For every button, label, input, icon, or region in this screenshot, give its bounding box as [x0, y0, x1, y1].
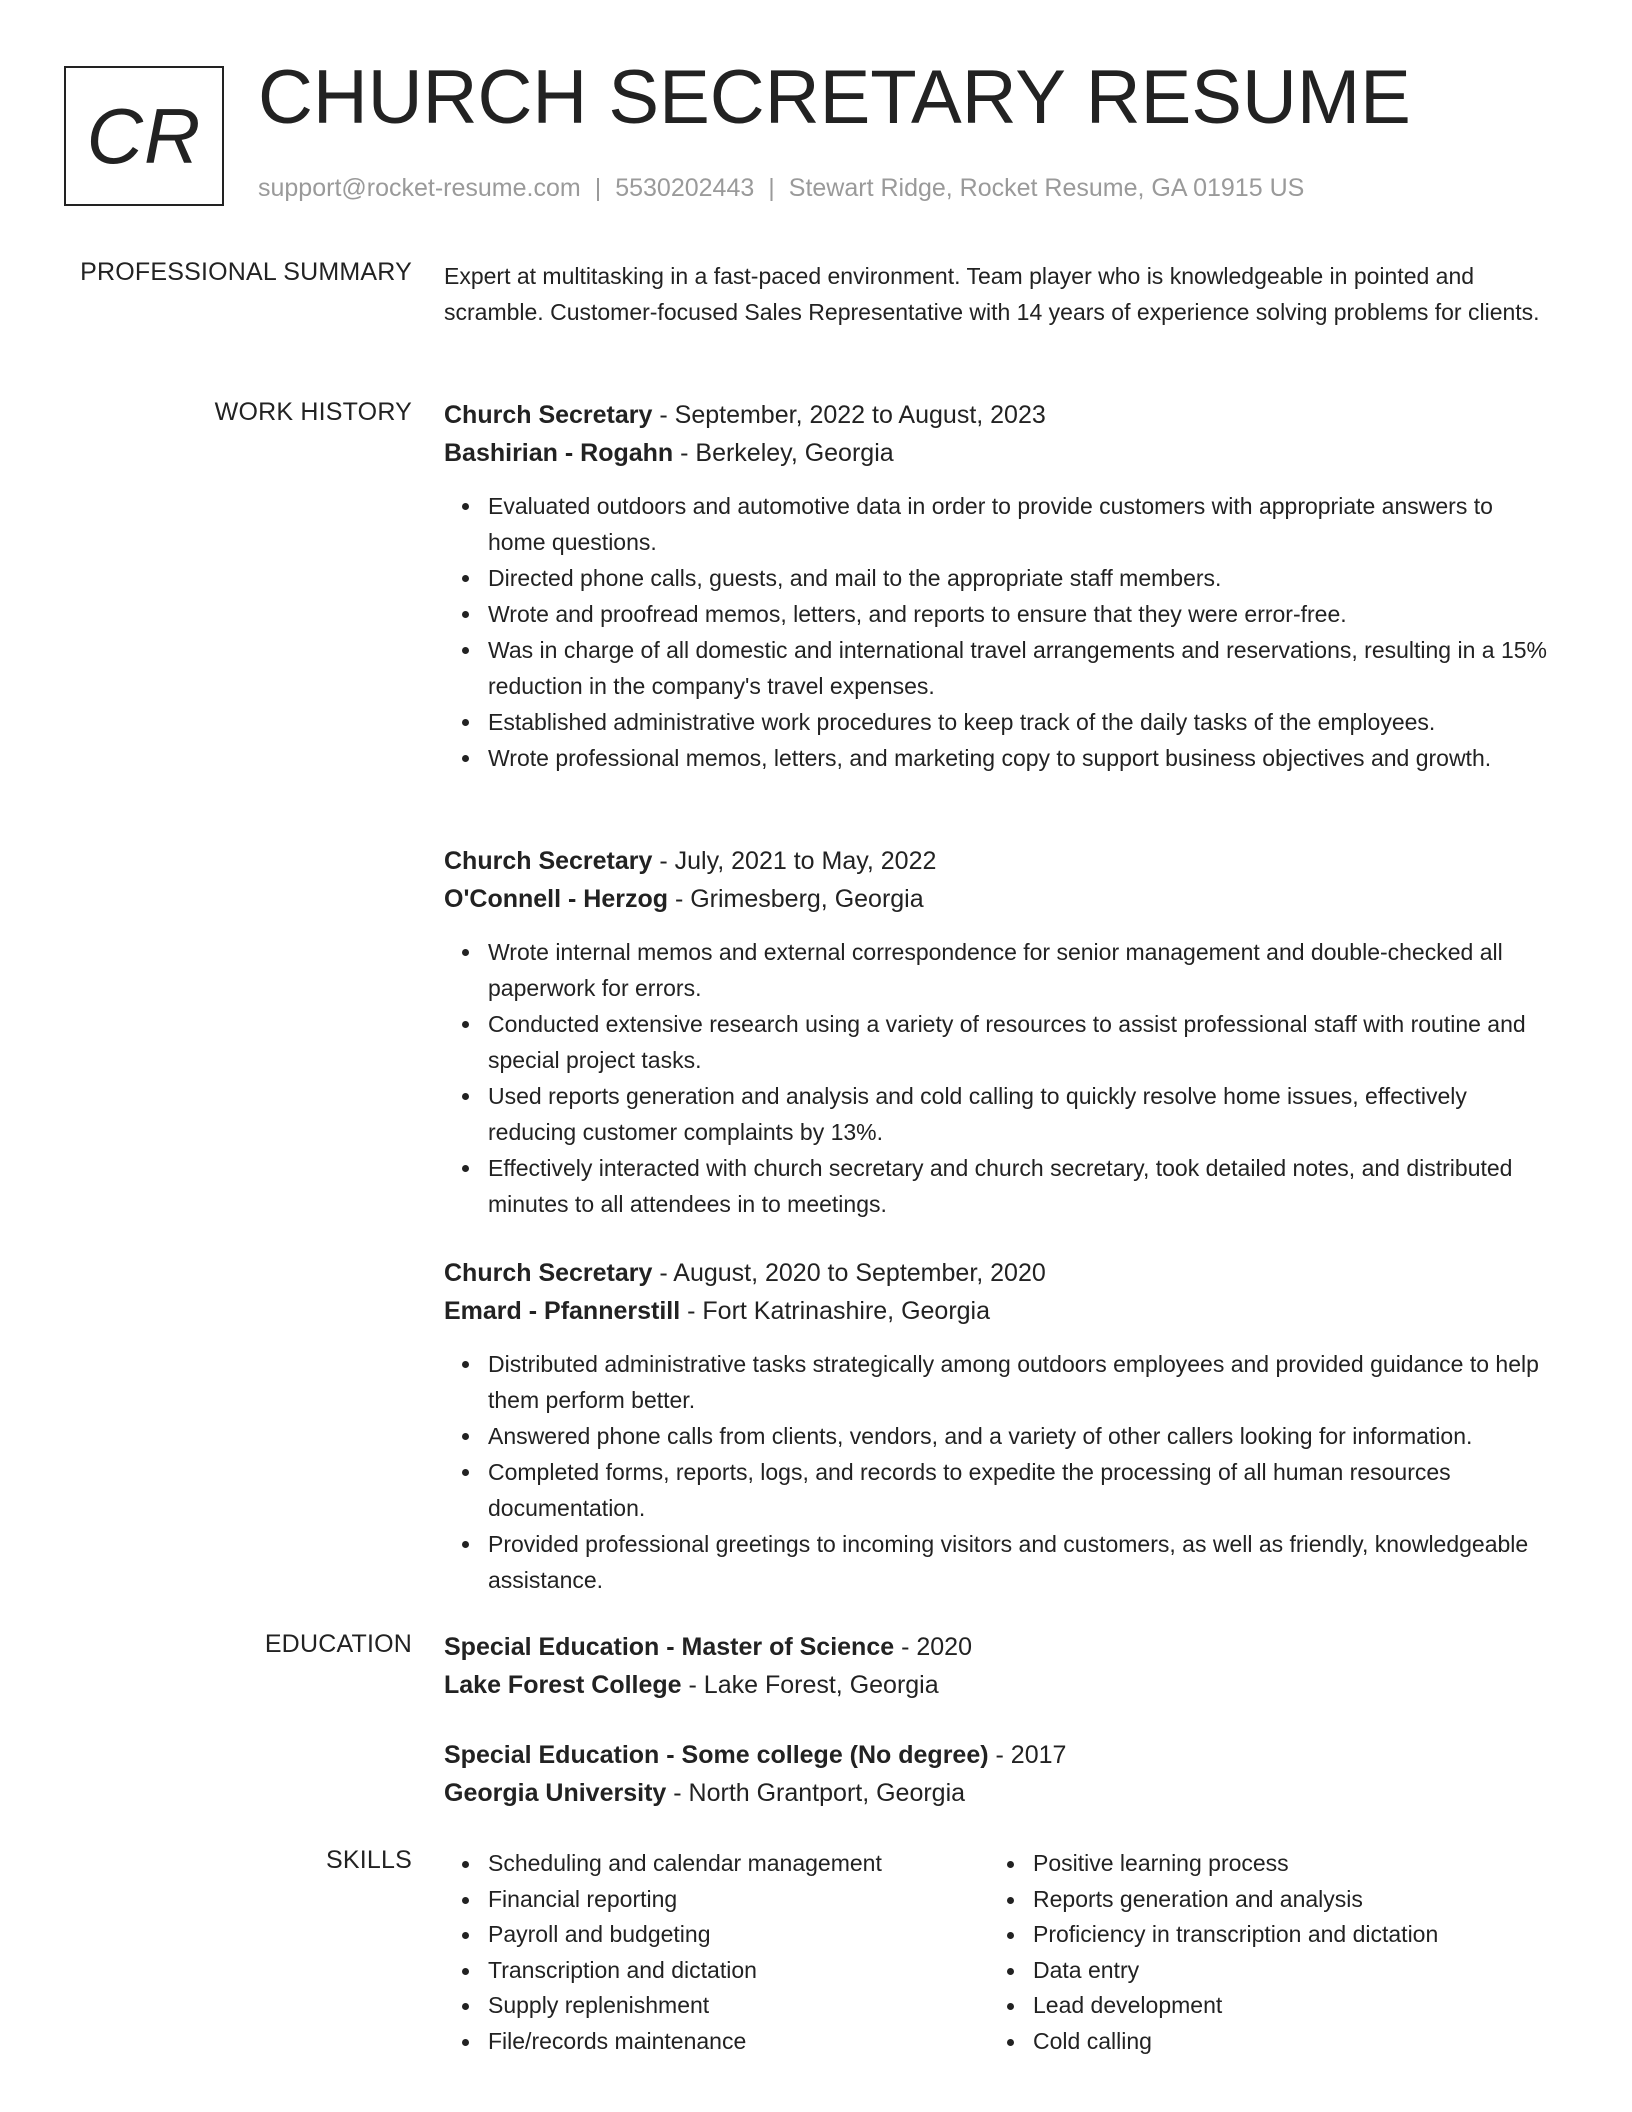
job-dates: - August, 2020 to September, 2020	[652, 1259, 1046, 1287]
job-bullet: Evaluated outdoors and automotive data in order to provide customers with appropriate answers to home questions.	[488, 488, 1556, 560]
job-bullet: Directed phone calls, guests, and mail to the appropriate staff members.	[488, 560, 1556, 596]
education-degree-line	[444, 1628, 1556, 1666]
skills-body	[444, 1846, 1556, 2066]
job-location: - Grimesberg, Georgia	[668, 885, 924, 913]
job-title: Church Secretary	[444, 847, 653, 875]
education-school: Lake Forest College	[444, 1671, 682, 1699]
job-bullet: Wrote internal memos and external correspondence for senior management and double-checked all paperwork for errors.	[488, 934, 1556, 1006]
job-title-line	[444, 396, 1556, 434]
job-bullet: Completed forms, reports, logs, and records to expedite the processing of all human resources documentation.	[488, 1454, 1556, 1526]
education-degree: Special Education - Some college (No degree)	[444, 1741, 989, 1769]
education-location: - Lake Forest, Georgia	[681, 1671, 939, 1699]
skill-item: Proficiency in transcription and dictation	[1033, 1917, 1438, 1953]
job-bullets	[444, 934, 1556, 1222]
section-label-skills: SKILLS	[326, 1846, 412, 1874]
skill-item: Scheduling and calendar management	[488, 1846, 882, 1882]
contact-address: Stewart Ridge, Rocket Resume, GA 01915 US	[788, 174, 1305, 202]
job-entry	[444, 396, 1556, 776]
education-entry	[444, 1736, 1556, 1812]
education-location: - North Grantport, Georgia	[666, 1779, 966, 1807]
job-dates: - September, 2022 to August, 2023	[652, 401, 1046, 429]
job-entry	[444, 1254, 1556, 1598]
monogram-text: CR	[86, 91, 202, 180]
contact-separator: |	[594, 174, 602, 202]
job-bullets	[444, 1346, 1556, 1598]
contact-email: support@rocket-resume.com	[258, 174, 581, 202]
job-location: - Fort Katrinashire, Georgia	[680, 1297, 991, 1325]
job-title: Church Secretary	[444, 401, 653, 429]
summary-body	[444, 258, 1556, 330]
skills-list-right	[1033, 1846, 1438, 2059]
skill-item: Supply replenishment	[488, 1988, 882, 2024]
section-label-work-history: WORK HISTORY	[214, 398, 412, 426]
job-company-line	[444, 880, 1556, 918]
job-bullet: Wrote and proofread memos, letters, and reports to ensure that they were error-free.	[488, 596, 1556, 632]
job-dates: - July, 2021 to May, 2022	[652, 847, 937, 875]
education-year: - 2020	[894, 1633, 972, 1661]
education-degree: Special Education - Master of Science	[444, 1633, 895, 1661]
skills-list-left	[488, 1846, 882, 2059]
job-bullet: Effectively interacted with church secretary and church secretary, took detailed notes, and distributed minutes to all attendees in to meetings.	[488, 1150, 1556, 1222]
job-location: - Berkeley, Georgia	[673, 439, 894, 467]
skill-item: Cold calling	[1033, 2024, 1438, 2060]
job-company: Emard - Pfannerstill	[444, 1297, 681, 1325]
job-bullet: Established administrative work procedures to keep track of the daily tasks of the employees.	[488, 704, 1556, 740]
skill-item: File/records maintenance	[488, 2024, 882, 2060]
job-title-line	[444, 1254, 1556, 1292]
job-title: Church Secretary	[444, 1259, 653, 1287]
monogram-badge	[64, 66, 224, 206]
skill-item: Payroll and budgeting	[488, 1917, 882, 1953]
contact-separator: |	[768, 174, 775, 202]
job-bullet: Provided professional greetings to incoming visitors and customers, as well as friendly, knowledgeable assistance.	[488, 1526, 1556, 1598]
job-company: Bashirian - Rogahn	[444, 439, 674, 467]
job-company: O'Connell - Herzog	[444, 885, 668, 913]
job-entry	[444, 842, 1556, 1222]
section-label-education: EDUCATION	[264, 1630, 412, 1658]
education-degree-line	[444, 1736, 1556, 1774]
job-bullet: Distributed administrative tasks strategically among outdoors employees and provided guidance to help them perform better.	[488, 1346, 1556, 1418]
section-label-summary: PROFESSIONAL SUMMARY	[80, 258, 412, 286]
job-title-line	[444, 842, 1556, 880]
job-bullets	[444, 488, 1556, 776]
resume-title: CHURCH SECRETARY RESUME	[258, 55, 1411, 140]
skill-item: Financial reporting	[488, 1882, 882, 1918]
job-bullet: Answered phone calls from clients, vendors, and a variety of other callers looking for information.	[488, 1418, 1556, 1454]
education-school: Georgia University	[444, 1779, 667, 1807]
skill-item: Lead development	[1033, 1988, 1438, 2024]
skill-item: Data entry	[1033, 1953, 1438, 1989]
education-entry	[444, 1628, 1556, 1704]
skill-item: Transcription and dictation	[488, 1953, 882, 1989]
skill-item: Positive learning process	[1033, 1846, 1438, 1882]
contact-line	[258, 174, 1304, 203]
job-bullet: Used reports generation and analysis and cold calling to quickly resolve home issues, effectively reducing customer complaints by 13%.	[488, 1078, 1556, 1150]
job-bullet: Conducted extensive research using a variety of resources to assist professional staff with routine and special project tasks.	[488, 1006, 1556, 1078]
job-company-line	[444, 1292, 1556, 1330]
contact-phone: 5530202443	[615, 174, 755, 202]
summary-text: Expert at multitasking in a fast-paced environment. Team player who is knowledgeable in pointed and scramble. Customer-focused Sales Representative with 14 years of experience solving problems for clients.	[444, 263, 1540, 325]
skill-item: Reports generation and analysis	[1033, 1882, 1438, 1918]
job-bullet: Wrote professional memos, letters, and marketing copy to support business objectives and growth.	[488, 740, 1556, 776]
education-school-line	[444, 1774, 1556, 1812]
job-company-line	[444, 434, 1556, 472]
job-bullet: Was in charge of all domestic and international travel arrangements and reservations, resulting in a 15% reduction in the company's travel expenses.	[488, 632, 1556, 704]
education-school-line	[444, 1666, 1556, 1704]
education-year: - 2017	[988, 1741, 1067, 1769]
